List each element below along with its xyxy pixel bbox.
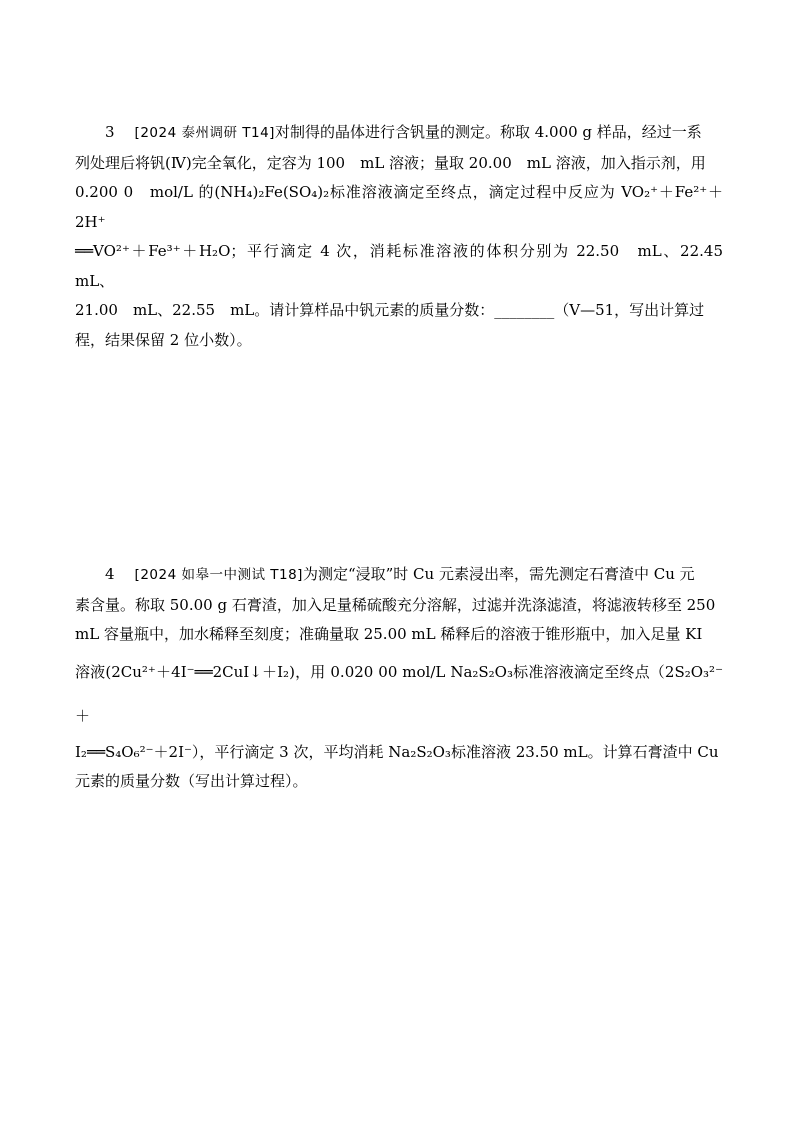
question-line: ══VO²⁺＋Fe³⁺＋H₂O；平行滴定 4 次，消耗标准溶液的体积分别为 22.50 mL、22.45 mL、 xyxy=(75,242,739,290)
question-line: 元素的质量分数（写出计算过程）。 xyxy=(75,772,308,790)
question-line: mL 容量瓶中，加水稀释至刻度；准确量取 25.00 mL 稀释后的溶液于锥形瓶中，加入足量 KI xyxy=(75,625,703,643)
question-line: I₂══S₄O₆²⁻＋2I⁻），平行滴定 3 次，平均消耗 Na₂S₂O₃标准溶液 23.50 mL。计算石膏渣中 Cu xyxy=(75,742,719,761)
question-line: 列处理后将钒(Ⅳ)完全氧化，定容为 100 mL 溶液；量取 20.00 mL 溶液，加入指示剂，用 xyxy=(75,153,706,172)
question-line: 素含量。称取 50.00 g 石膏渣，加入足量稀硫酸充分溶解，过滤并洗涤滤渣，将滤液转移至 250 xyxy=(75,595,716,614)
question-text: 对制得的晶体进行含钒量的测定。称取 4.000 g 样品，经过一系 xyxy=(274,123,702,141)
question-source: [2024 泰州调研 T14] xyxy=(134,125,275,141)
question-source: [2024 如皋一中测试 T18] xyxy=(134,567,303,583)
question-line: 0.200 0 mol/L 的(NH₄)₂Fe(SO₄)₂标准溶液滴定至终点，滴定过程中反应为 VO₂⁺＋Fe²⁺＋2H⁺ xyxy=(75,183,723,231)
question-line: 21.00 mL、22.55 mL。请计算样品中钒元素的质量分数：________（V—51，写出计算过 xyxy=(75,301,705,319)
question-line xyxy=(75,118,723,149)
question-number: 3 xyxy=(105,123,115,141)
question-3 xyxy=(75,118,739,355)
question-text: 为测定“浸取”时 Cu 元素浸出率，需先测定石膏渣中 Cu 元 xyxy=(302,565,695,583)
question-line: 程，结果保留 2 位小数）。 xyxy=(75,330,252,349)
question-line xyxy=(75,560,723,591)
question-number: 4 xyxy=(105,565,115,583)
question-line: 溶液(2Cu²⁺＋4I⁻══2CuI↓＋I₂)，用 0.020 00 mol/L Na₂S₂O₃标准溶液滴定至终点（2S₂O₃²⁻＋ xyxy=(75,662,723,725)
question-4 xyxy=(75,560,723,797)
